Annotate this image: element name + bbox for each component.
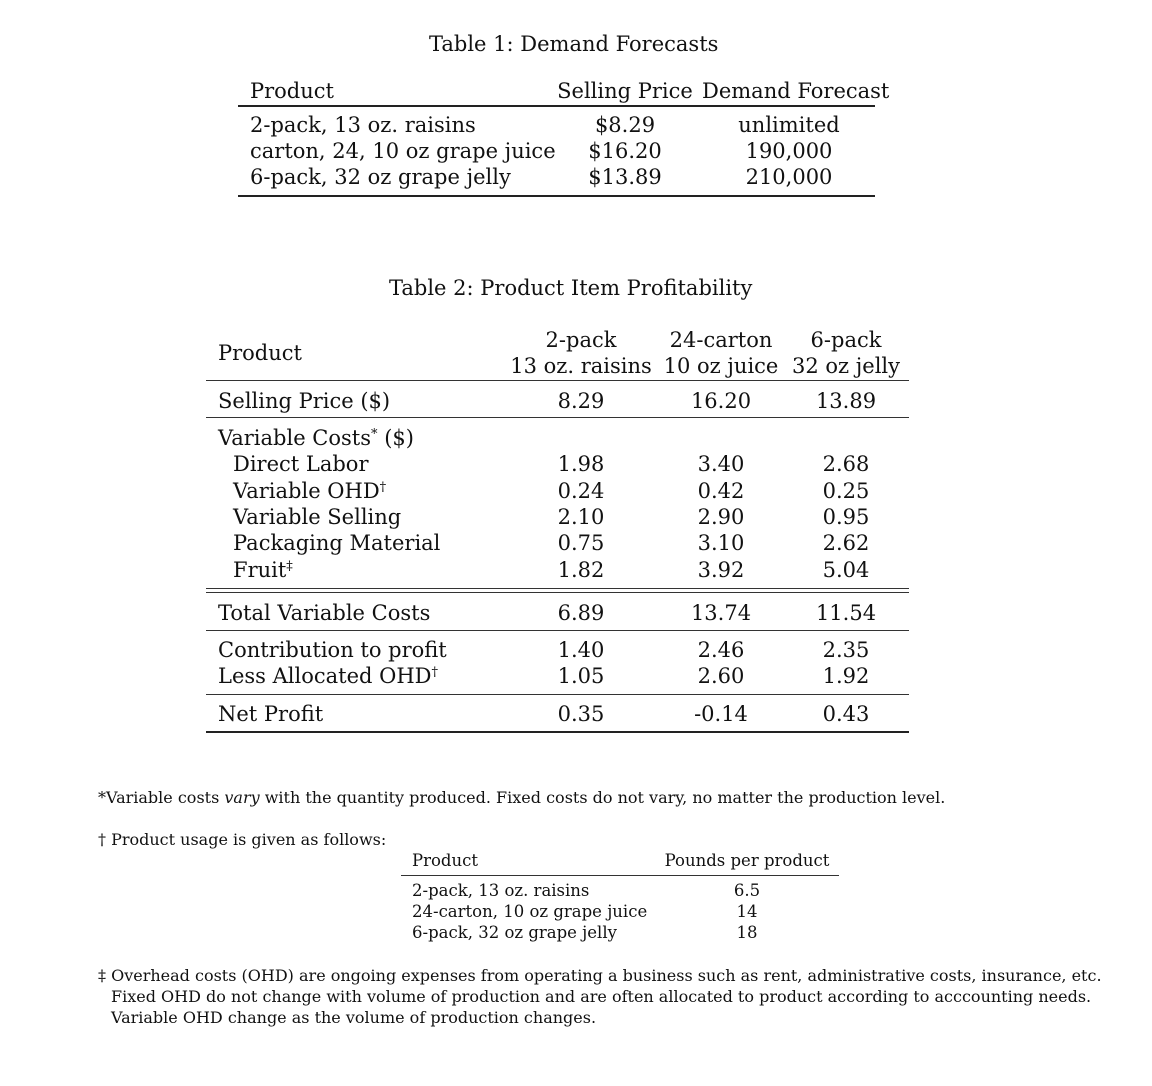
cell-value: 3.92 xyxy=(697,558,745,582)
cell-value: 0.24 xyxy=(557,479,605,503)
table-row xyxy=(250,138,890,164)
cell-value: 2.35 xyxy=(822,638,870,662)
table-row xyxy=(206,557,906,583)
table1-cell-product: carton, 24, 10 oz grape juice xyxy=(250,139,556,163)
row-label xyxy=(233,478,386,505)
table2-rule-double-top xyxy=(206,588,909,589)
cell-value: 2.90 xyxy=(697,505,745,529)
cell-value: 3.40 xyxy=(697,452,745,476)
usage-header-product: Product xyxy=(412,851,478,870)
usage-note: † Product usage is given as follows: xyxy=(98,830,387,849)
table1-cell-product: 2-pack, 13 oz. raisins xyxy=(250,113,476,137)
table-row xyxy=(412,922,842,943)
table2-rule-price xyxy=(206,417,909,418)
note-text: with the quantity produced. Fixed costs do not vary, no matter the production level. xyxy=(259,788,946,807)
row-label xyxy=(218,663,438,690)
table2-row-variable-costs-heading xyxy=(206,425,906,451)
usage-cell-pounds: 18 xyxy=(736,923,758,942)
usage-cell-product: 2-pack, 13 oz. raisins xyxy=(412,881,590,900)
table2-header-col1-line1: 2-pack xyxy=(545,328,617,352)
table2-rule-header xyxy=(206,380,909,381)
table-row xyxy=(206,478,906,504)
cell-value: 0.42 xyxy=(697,479,745,503)
usage-cell-pounds: 14 xyxy=(736,902,758,921)
cell-value: 13.74 xyxy=(690,601,752,625)
variable-costs-unit: ($) xyxy=(384,426,414,450)
table1-header-price: Selling Price xyxy=(557,79,693,103)
row-label-text: Variable OHD xyxy=(233,479,380,503)
cell-value: 16.20 xyxy=(690,389,752,413)
row-label: Total Variable Costs xyxy=(218,601,431,625)
row-label: Contribution to profit xyxy=(218,638,447,662)
cell-value: 0.43 xyxy=(822,702,870,726)
usage-table-header-row xyxy=(412,850,842,871)
usage-table-rule xyxy=(401,875,839,876)
table2-rule-allocated xyxy=(206,694,909,695)
cell-value: 1.40 xyxy=(557,638,605,662)
double-dagger-mark: ‡ xyxy=(286,559,293,574)
cell-value: 1.92 xyxy=(822,664,870,688)
row-label-text: Less Allocated OHD xyxy=(218,664,432,688)
table2-bottom-rule xyxy=(206,731,909,733)
table2-header-col1-line2: 13 oz. raisins xyxy=(510,354,652,378)
usage-cell-product: 24-carton, 10 oz grape juice xyxy=(412,902,648,921)
table2-row-contribution xyxy=(206,637,906,663)
usage-cell-pounds: 6.5 xyxy=(733,881,761,900)
table2-header-col3-line1: 6-pack xyxy=(810,328,882,352)
row-label: Selling Price ($) xyxy=(218,389,391,413)
cell-value: 2.68 xyxy=(822,452,870,476)
variable-costs-label: Variable Costs xyxy=(218,426,371,450)
table1-bottom-rule xyxy=(238,195,875,197)
row-label-text: Fruit xyxy=(233,558,287,582)
usage-cell-product: 6-pack, 32 oz grape jelly xyxy=(412,923,617,942)
cell-value: 0.35 xyxy=(557,702,605,726)
cell-value: 11.54 xyxy=(815,601,877,625)
cell-value: 2.60 xyxy=(697,664,745,688)
row-label: Net Profit xyxy=(218,702,324,726)
cell-value: 2.46 xyxy=(697,638,745,662)
table2-header-col2-line1: 24-carton xyxy=(669,328,773,352)
cell-value: 3.10 xyxy=(697,531,745,555)
table-row xyxy=(206,451,906,477)
table1-header-row xyxy=(250,78,890,104)
row-label xyxy=(233,451,369,478)
table1-cell-product: 6-pack, 32 oz grape jelly xyxy=(250,165,511,189)
table1-cell-price: $16.20 xyxy=(588,139,662,163)
cell-value: 13.89 xyxy=(815,389,877,413)
cell-value: 1.05 xyxy=(557,664,605,688)
table1-cell-demand: 190,000 xyxy=(745,139,833,163)
cell-value: 2.62 xyxy=(822,531,870,555)
table2-row-selling-price xyxy=(206,388,906,414)
ohd-note-line1: ‡ Overhead costs (OHD) are ongoing expenses from operating a business such as rent, administrative costs, insurance, etc. xyxy=(98,966,1102,985)
table-row xyxy=(206,530,906,556)
row-label xyxy=(218,425,414,452)
table2-row-allocated xyxy=(206,663,906,689)
cell-value: 0.95 xyxy=(822,505,870,529)
cell-value: 1.82 xyxy=(557,558,605,582)
row-label xyxy=(233,557,293,584)
cell-value: 1.98 xyxy=(557,452,605,476)
table-row xyxy=(250,164,890,190)
table-row xyxy=(412,901,842,922)
variable-costs-note xyxy=(98,787,945,808)
table1-cell-demand: unlimited xyxy=(738,113,840,137)
cell-value: 8.29 xyxy=(557,389,605,413)
usage-header-pounds: Pounds per product xyxy=(664,851,830,870)
table2-header-row xyxy=(206,327,906,381)
table-row xyxy=(206,504,906,530)
dagger-mark: † xyxy=(431,665,438,680)
cell-value: 0.25 xyxy=(822,479,870,503)
table1-header-rule xyxy=(238,105,875,107)
cell-value: 0.75 xyxy=(557,531,605,555)
row-label-text: Packaging Material xyxy=(233,531,441,555)
table1-header-demand: Demand Forecast xyxy=(702,79,890,103)
table1-header-product: Product xyxy=(250,79,334,103)
table2-row-total-variable xyxy=(206,600,906,626)
table1-cell-demand: 210,000 xyxy=(745,165,833,189)
table2-row-net-profit xyxy=(206,701,906,727)
cell-value: -0.14 xyxy=(694,702,748,726)
table-row xyxy=(412,880,842,901)
row-label xyxy=(233,530,440,557)
ohd-note-line2: Fixed OHD do not change with volume of production and are often allocated to product according to acccounting needs. xyxy=(111,987,1092,1006)
row-label xyxy=(233,504,401,531)
cell-value: 6.89 xyxy=(557,601,605,625)
table2-rule-total xyxy=(206,630,909,631)
cell-value: 2.10 xyxy=(557,505,605,529)
table2-caption: Table 2: Product Item Profitability xyxy=(389,276,753,300)
row-label-text: Direct Labor xyxy=(233,452,369,476)
note-text: *Variable costs xyxy=(98,788,225,807)
table2-header-col2-line2: 10 oz juice xyxy=(663,354,779,378)
table1-cell-price: $13.89 xyxy=(588,165,662,189)
note-emphasis: vary xyxy=(224,788,260,807)
table1-caption: Table 1: Demand Forecasts xyxy=(429,32,719,56)
asterisk-mark: * xyxy=(371,427,378,442)
cell-value: 5.04 xyxy=(822,558,870,582)
table2-header-col3-line2: 32 oz jelly xyxy=(791,354,900,378)
ohd-note-line3: Variable OHD change as the volume of production changes. xyxy=(111,1008,597,1027)
row-label-text: Variable Selling xyxy=(233,505,402,529)
table-row xyxy=(250,112,890,138)
table2-header-product: Product xyxy=(218,341,302,365)
dagger-mark: † xyxy=(379,480,387,495)
table1-cell-price: $8.29 xyxy=(594,113,656,137)
table2-rule-double-bottom xyxy=(206,592,909,593)
